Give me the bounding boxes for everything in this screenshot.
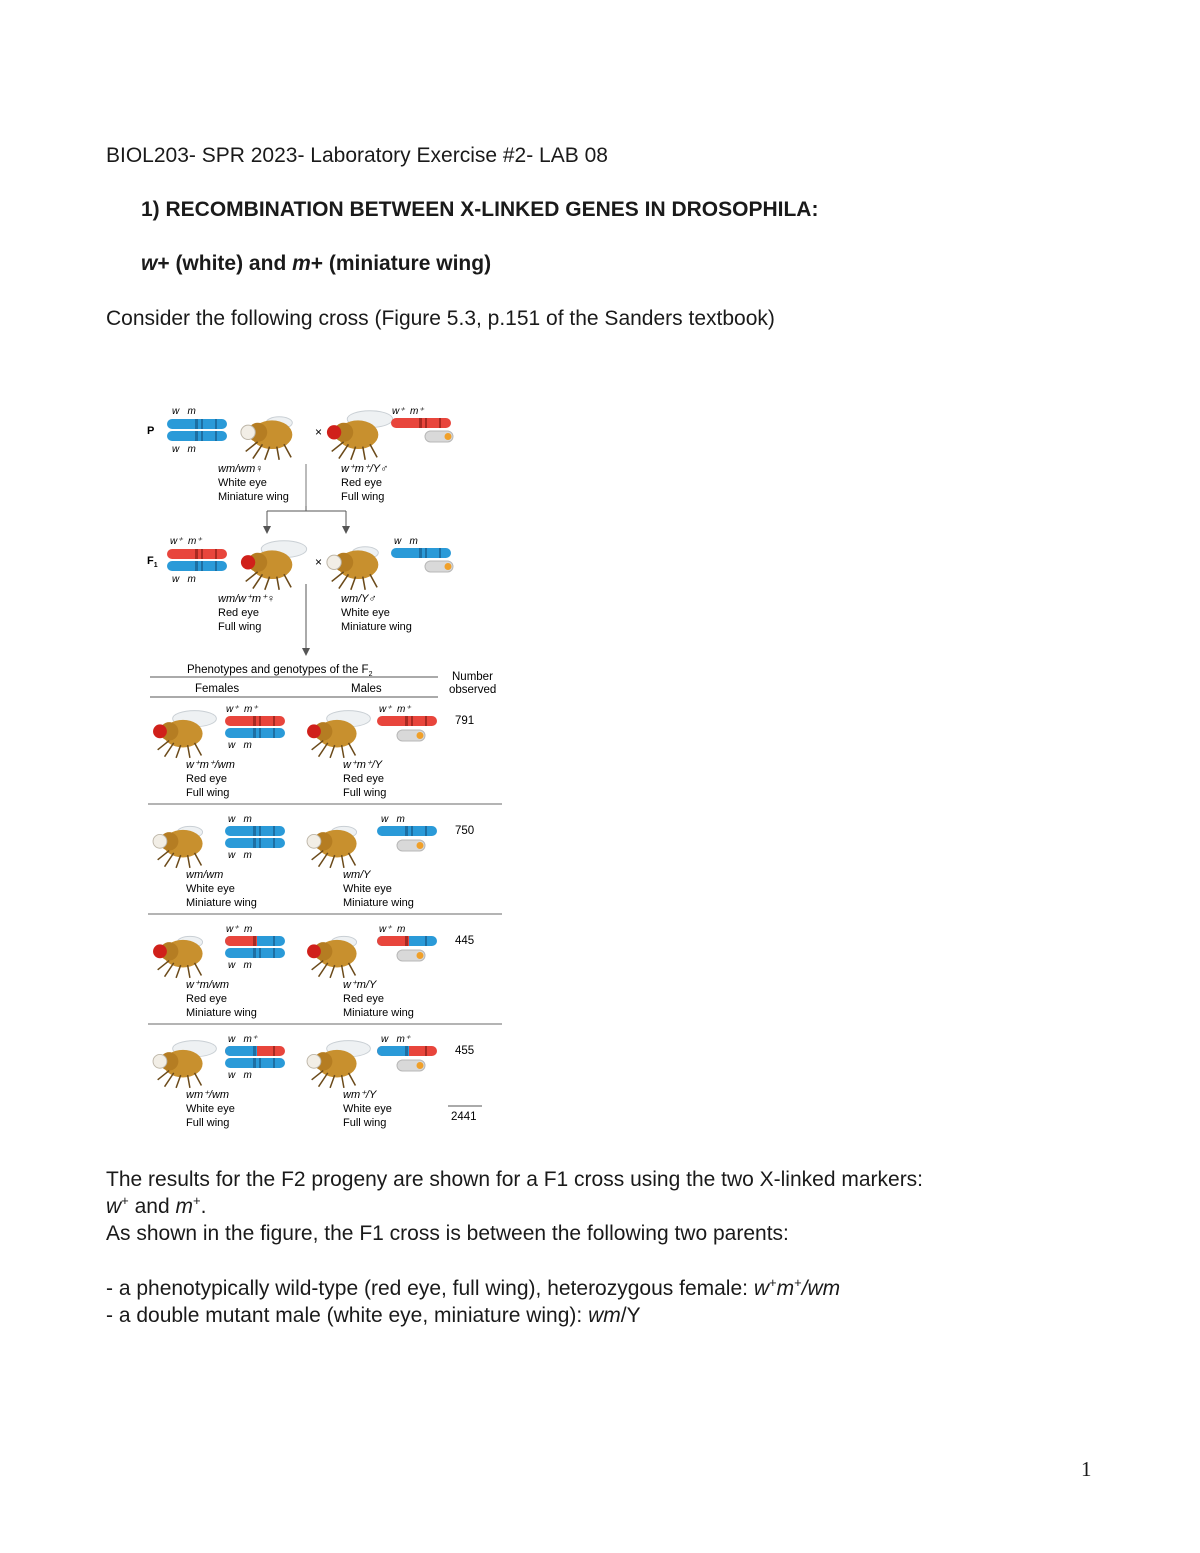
row-female-genotype: w⁺m⁺/wm: [186, 759, 235, 771]
fly-red-eye-full-wing-icon: [241, 541, 307, 590]
table-row: [153, 1034, 474, 1129]
chromosome-x-blue: [167, 431, 227, 441]
chromosome-x-blue: [167, 561, 227, 571]
row-female-chr-top-label: w⁺ m⁺: [226, 704, 258, 715]
row-female-chr-top-label: w⁺ m: [226, 924, 253, 935]
row-female-wing: Miniature wing: [186, 1007, 257, 1019]
row-male-eye: White eye: [343, 1103, 392, 1115]
chromosome-y: [397, 730, 425, 741]
p-female-eye: White eye: [218, 477, 267, 489]
chromosome-x-red: [225, 716, 285, 726]
p-male-chr-label: w⁺ m⁺: [392, 406, 424, 417]
fly-red-eye-miniature-wing-icon: [153, 936, 203, 977]
fly-red-eye-full-wing-icon: [327, 411, 393, 460]
row-male-genotype: w⁺m⁺/Y: [343, 759, 383, 771]
chromosome-x-blue: [225, 826, 285, 836]
row-male-genotype: w⁺m/Y: [343, 979, 377, 991]
gene-m: m: [175, 1195, 193, 1218]
row-female-chr-top-label: w m: [228, 814, 252, 825]
chromosome-x-blue: [167, 419, 227, 429]
genotype-wm: wm: [588, 1304, 621, 1327]
row-male-wing: Miniature wing: [343, 1007, 414, 1019]
row-female-eye: Red eye: [186, 773, 227, 785]
section-subheading: [141, 251, 491, 277]
results-line-1: The results for the F2 progeny are shown for a F1 cross using the two X-linked markers:: [106, 1168, 924, 1191]
table-row: [153, 814, 474, 909]
genotype-y: /Y: [620, 1304, 641, 1327]
row-female-eye: White eye: [186, 1103, 235, 1115]
parent-female-text: - a phenotypically wild-type (red eye, full wing), heterozygous female:: [106, 1277, 754, 1300]
row-female-genotype: w⁺m/wm: [186, 979, 230, 991]
connector-text: and: [128, 1195, 176, 1218]
chromosome-x-blue: [391, 548, 451, 558]
p-female-wing: Miniature wing: [218, 491, 289, 503]
row-female-chr-bot-label: w m: [228, 740, 252, 751]
row-female-eye: White eye: [186, 883, 235, 895]
chromosome-x-blue: [225, 728, 285, 738]
row-male-genotype: wm⁺/Y: [343, 1089, 377, 1101]
row-male-wing: Full wing: [343, 787, 387, 799]
gen-label-f1: $F_1$: [147, 555, 158, 569]
gen-label-p: P: [147, 425, 155, 437]
gene-w: w: [141, 252, 158, 275]
f1-male-eye: White eye: [341, 607, 390, 619]
row-male-eye: White eye: [343, 883, 392, 895]
row-female-chr-bot-label: w m: [228, 960, 252, 971]
fly-white-eye-miniature-wing-icon: [307, 826, 357, 867]
table-row: [153, 924, 474, 1019]
fly-white-eye-full-wing-icon: [153, 1041, 216, 1088]
superscript-plus: +: [192, 1193, 201, 1208]
row-male-genotype: wm/Y: [343, 869, 371, 881]
total-count: 2441: [451, 1111, 477, 1123]
chromosome-y: [425, 431, 453, 442]
row-female-chr-top-label: w m⁺: [228, 1034, 258, 1045]
chromosome-x-red: [167, 549, 227, 559]
parent-female-line: [106, 1276, 840, 1302]
row-female-chr-bot-label: w m: [228, 850, 252, 861]
row-female-wing: Miniature wing: [186, 897, 257, 909]
row-male-chr-label: w m⁺: [381, 1034, 411, 1045]
column-males: Males: [351, 683, 382, 695]
f1-male-chr-label: w m: [394, 536, 418, 547]
fly-white-eye-miniature-wing-icon: [327, 547, 378, 590]
chromosome-x-recombinant: [225, 936, 285, 946]
row-female-wing: Full wing: [186, 787, 230, 799]
p-female-genotype: wm/wm♀: [218, 463, 264, 475]
f1-female-wing: Full wing: [218, 621, 262, 633]
parent-male-text: - a double mutant male (white eye, miniature wing):: [106, 1304, 589, 1327]
column-number: Number: [452, 671, 493, 683]
f1-female-eye: Red eye: [218, 607, 259, 619]
chromosome-y: [397, 840, 425, 851]
superscript-plus: +: [768, 1275, 777, 1290]
chromosome-x-recombinant: [225, 1046, 285, 1056]
column-females: Females: [195, 683, 240, 695]
gene-w: w: [106, 1195, 122, 1218]
section-heading: 1) RECOMBINATION BETWEEN X-LINKED GENES IN DROSOPHILA:: [141, 198, 819, 221]
intro-paragraph: Consider the following cross (Figure 5.3, p.151 of the Sanders textbook): [106, 307, 775, 330]
subheading-part-1: + (white) and: [157, 252, 293, 275]
p-male-wing: Full wing: [341, 491, 385, 503]
results-line-2: [106, 1194, 206, 1220]
cross-symbol: ×: [315, 425, 323, 439]
p-male-eye: Red eye: [341, 477, 382, 489]
parent-male-line: [106, 1303, 641, 1329]
chromosome-x-blue: [225, 838, 285, 848]
row-male-eye: Red eye: [343, 773, 384, 785]
p-male-genotype: w⁺m⁺/Y♂: [341, 463, 389, 475]
row-male-chr-label: w⁺ m: [379, 924, 406, 935]
document-header: BIOL203- SPR 2023- Laboratory Exercise #2- LAB 08: [106, 144, 608, 167]
chromosome-y: [425, 561, 453, 572]
gene-m: m: [776, 1277, 795, 1300]
row-female-genotype: wm/wm: [186, 869, 224, 881]
p-female-chr-top-label: w m: [172, 406, 196, 417]
chromosome-x-red: [377, 716, 437, 726]
chromosome-x-recombinant: [377, 936, 437, 946]
fly-white-eye-full-wing-icon: [307, 1041, 370, 1088]
chromosome-x-red: [391, 418, 451, 428]
fly-white-eye-miniature-wing-icon: [153, 826, 203, 867]
chromosome-x-blue: [377, 826, 437, 836]
superscript-plus: +: [121, 1193, 129, 1208]
table-title: Phenotypes and genotypes of the $F_2$: [187, 664, 373, 678]
page-number: 1: [1081, 1457, 1092, 1481]
chromosome-x-recombinant: [377, 1046, 437, 1056]
row-male-wing: Full wing: [343, 1117, 387, 1129]
row-male-chr-label: w m: [381, 814, 405, 825]
cross-symbol: ×: [315, 555, 323, 569]
fly-red-eye-full-wing-icon: [307, 711, 370, 758]
period: .: [200, 1195, 207, 1218]
gene-w: w: [753, 1277, 769, 1300]
chromosome-y: [397, 950, 425, 961]
count-750: 750: [455, 825, 475, 837]
f1-female-chr-bot-label: w m: [172, 574, 196, 585]
results-line-3: As shown in the figure, the F1 cross is between the following two parents:: [106, 1222, 789, 1245]
f1-female-chr-top-label: w⁺ m⁺: [170, 536, 202, 547]
count-455: 455: [455, 1045, 475, 1057]
chromosome-x-blue: [225, 1058, 285, 1068]
fly-red-eye-miniature-wing-icon: [307, 936, 357, 977]
f1-male-genotype: wm/Y♂: [341, 593, 377, 605]
count-791: 791: [455, 715, 475, 727]
row-female-chr-bot-label: w m: [228, 1070, 252, 1081]
f1-female-genotype: wm/w⁺m⁺♀: [218, 593, 276, 605]
row-female-genotype: wm⁺/wm: [186, 1089, 230, 1101]
count-445: 445: [455, 935, 475, 947]
fly-white-eye-miniature-wing-icon: [241, 417, 292, 460]
gene-m: m: [292, 252, 311, 275]
superscript-plus: +: [794, 1275, 802, 1290]
chromosome-x-blue: [225, 948, 285, 958]
p-female-chr-bot-label: w m: [172, 444, 196, 455]
column-observed: observed: [449, 684, 497, 696]
row-female-eye: Red eye: [186, 993, 227, 1005]
row-male-chr-label: w⁺ m⁺: [379, 704, 411, 715]
chromosome-y: [397, 1060, 425, 1071]
f1-male-wing: Miniature wing: [341, 621, 412, 633]
subheading-part-2: + (miniature wing): [310, 252, 492, 275]
genotype-wm: /wm: [801, 1277, 841, 1300]
table-row: [153, 704, 474, 799]
fly-red-eye-full-wing-icon: [153, 711, 216, 758]
row-male-eye: Red eye: [343, 993, 384, 1005]
row-female-wing: Full wing: [186, 1117, 230, 1129]
cross-figure: [140, 398, 510, 1138]
row-male-wing: Miniature wing: [343, 897, 414, 909]
